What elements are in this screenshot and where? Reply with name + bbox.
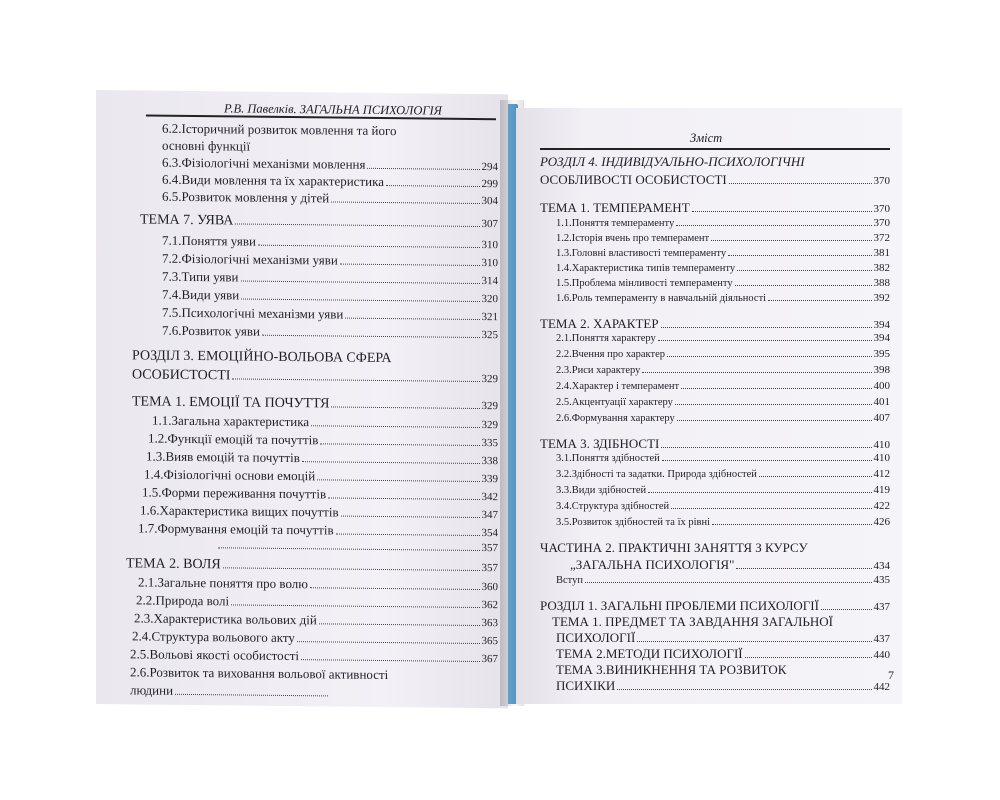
toc-entry: 2.1.Загальне поняття про волю 360	[138, 574, 498, 594]
toc-topic-heading: ТЕМА 2.МЕТОДИ ПСИХОЛОГІЇ 440	[556, 646, 890, 661]
toc-topic-heading: ТЕМА 1. ЕМОЦІЇ ТА ПОЧУТТЯ 329	[132, 394, 498, 413]
toc-section-heading: ОСОБЛИВОСТІ ОСОБИСТОСТІ 370	[540, 172, 890, 187]
header-rule-left	[146, 115, 496, 121]
toc-entry: 2.3.Риси характеру 398	[556, 364, 890, 376]
running-head-right: Зміст	[690, 131, 723, 145]
toc-section-heading: ОСОБИСТОСТІ 329	[132, 367, 498, 386]
toc-entry: 2.3.Характеристика вольових дій 363	[134, 610, 498, 630]
right-page	[516, 108, 902, 704]
toc-entry: 7.5.Психологічні механізми уяви 321	[162, 304, 498, 324]
toc-topic-heading: ТЕМА 3. ЗДІБНОСТІ 410	[540, 436, 890, 451]
toc-entry: 2.2.Природа волі 362	[136, 592, 498, 612]
toc-entry: 1.7.Формування емоцій та почуттів 354	[138, 520, 498, 540]
toc-entry: 1.5.Проблема мінливості темпераменту 388	[556, 277, 890, 289]
toc-entry: 7.4.Види уяви 320	[162, 286, 498, 306]
toc-entry: 1.6.Роль темпераменту в навчальній діяльності 392	[556, 292, 890, 304]
toc-entry: 1.4.Характеристика типів темпераменту 382	[556, 262, 890, 274]
toc-entry: 7.1.Поняття уяви 310	[162, 232, 498, 252]
toc-section-heading: РОЗДІЛ 3. ЕМОЦІЙНО-ВОЛЬОВА СФЕРА	[132, 348, 392, 367]
toc-entry: Вступ 435	[556, 574, 890, 586]
toc-topic-heading: ТЕМА 1. ТЕМПЕРАМЕНТ 370	[540, 200, 890, 215]
toc-entry: 2.4.Структура вольового акту 365	[132, 628, 498, 648]
toc-topic-heading: ТЕМА 3.ВИНИКНЕННЯ ТА РОЗВИТОК	[556, 662, 787, 677]
toc-entry: 6.5.Розвиток мовлення у дітей 304	[162, 188, 498, 208]
toc-topic-heading: ТЕМА 1. ПРЕДМЕТ ТА ЗАВДАННЯ ЗАГАЛЬНОЇ	[552, 614, 833, 629]
toc-topic-heading: ТЕМА 2. ХАРАКТЕР 394	[540, 316, 890, 331]
toc-entry: 1.1.Поняття темпераменту 370	[556, 217, 890, 229]
toc-entry: 3.3.Види здібностей 419	[556, 484, 890, 496]
toc-entry: 2.2.Вчення про характер 395	[556, 348, 890, 360]
toc-section-heading: РОЗДІЛ 4. ІНДИВІДУАЛЬНО-ПСИХОЛОГІЧНІ	[540, 154, 805, 169]
toc-entry: 2.5.Акцентуації характеру 401	[556, 396, 890, 408]
toc-part-heading: „ЗАГАЛЬНА ПСИХОЛОГІЯ" 434	[570, 557, 890, 572]
toc-entry: 2.5.Вольові якості особистості 367	[130, 646, 498, 666]
toc-entry: 357	[216, 539, 498, 554]
toc-entry: 6.3.Фізіологічні механізми мовлення 294	[162, 154, 498, 174]
toc-entry: людини	[130, 682, 330, 700]
open-book	[96, 90, 904, 708]
toc-entry: 3.1.Поняття здібностей 410	[556, 452, 890, 464]
toc-entry: 7.3.Типи уяви 314	[162, 268, 498, 288]
toc-entry: 3.2.Здібності та задатки. Природа здібностей 412	[556, 468, 890, 480]
toc-entry: 3.4.Структура здібностей 422	[556, 500, 890, 512]
toc-entry: 6.2.Історичний розвиток мовлення та його	[162, 120, 397, 139]
toc-entry: 1.6.Характеристика вищих почуттів 347	[140, 502, 498, 522]
toc-section-heading: РОЗДІЛ 1. ЗАГАЛЬНІ ПРОБЛЕМИ ПСИХОЛОГІЇ 437	[540, 598, 890, 613]
toc-topic-heading: ТЕМА 7. УЯВА 307	[140, 212, 498, 231]
toc-entry: 1.2.Функції емоцій та почуттів 335	[148, 430, 498, 450]
toc-entry: основні функції	[162, 137, 251, 154]
toc-topic-heading: ТЕМА 2. ВОЛЯ 357	[126, 556, 498, 575]
toc-entry: 2.1.Поняття характеру 394	[556, 332, 890, 344]
running-head-left: Р.В. Павелків. ЗАГАЛЬНА ПСИХОЛОГІЯ	[224, 101, 442, 118]
toc-entry: 1.5.Форми переживання почуттів 342	[142, 484, 498, 504]
toc-entry: 1.4.Фізіологічні основи емоцій 339	[144, 466, 498, 486]
toc-topic-heading: ПСИХОЛОГІЇ 437	[556, 630, 890, 645]
toc-entry: 2.4.Характер і темперамент 400	[556, 380, 890, 392]
toc-part-heading: ЧАСТИНА 2. ПРАКТИЧНІ ЗАНЯТТЯ З КУРСУ	[540, 540, 808, 555]
toc-entry: 7.2.Фізіологічні механізми уяви 310	[162, 250, 498, 270]
toc-entry: 1.2.Історія вчень про темперамент 372	[556, 232, 890, 244]
toc-entry: 3.5.Розвиток здібностей та їх рівні 426	[556, 516, 890, 528]
toc-entry: 2.6.Розвиток та виховання вольової активності	[130, 664, 389, 683]
toc-entry: 1.1.Загальна характеристика 329	[152, 412, 498, 432]
header-rule-right	[540, 148, 890, 150]
toc-entry: 2.6.Формування характеру 407	[556, 412, 890, 424]
toc-entry: 6.4.Види мовлення та їх характеристика 299	[162, 171, 498, 191]
toc-entry: 1.3.Вияв емоцій та почуттів 338	[146, 448, 498, 468]
toc-topic-heading: ПСИХІКИ 442	[556, 678, 890, 693]
page-number: 7	[888, 668, 894, 682]
toc-entry: 1.3.Головні властивості темпераменту 381	[556, 247, 890, 259]
left-page	[96, 90, 508, 708]
toc-entry: 7.6.Розвиток уяви 325	[162, 322, 498, 342]
